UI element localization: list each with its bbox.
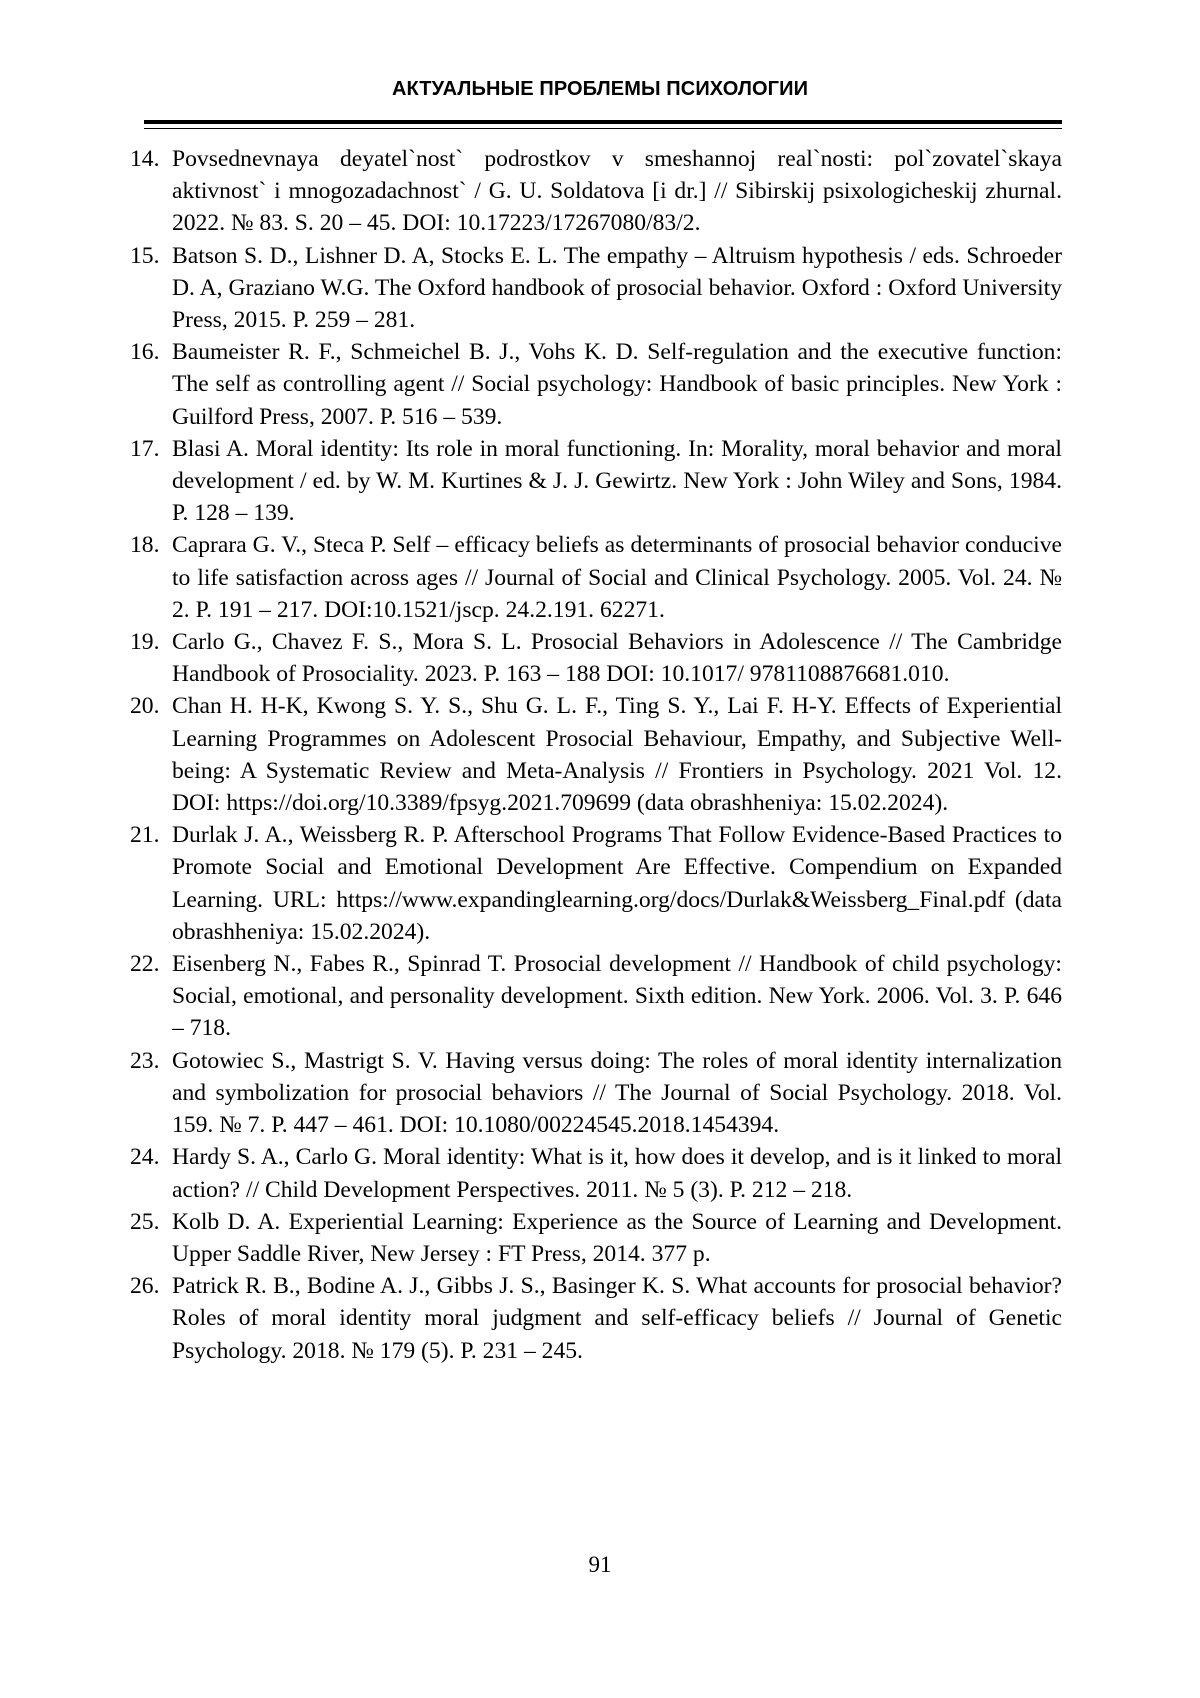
reference-number: 17. bbox=[130, 435, 160, 462]
reference-number: 26. bbox=[130, 1273, 160, 1300]
reference-number: 24. bbox=[130, 1144, 160, 1171]
reference-number: 16. bbox=[130, 339, 160, 366]
reference-text: Eisenberg N., Fabes R., Spinrad T. Prosocial development // Handbook of child psychology: Social, emotional, and personality development. Sixth edition. New York. 2006. Vol. 3. P. 646 – 718. bbox=[172, 951, 1062, 1042]
reference-item bbox=[130, 143, 1062, 240]
running-header: АКТУАЛЬНЫЕ ПРОБЛЕМЫ ПСИХОЛОГИИ bbox=[391, 78, 809, 100]
reference-item bbox=[130, 1045, 1062, 1142]
reference-item bbox=[130, 819, 1062, 948]
reference-text: Hardy S. A., Carlo G. Moral identity: What is it, how does it develop, and is it linked to moral action? // Child Development Perspectives. 2011. № 5 (3). P. 212 – 218. bbox=[172, 1144, 1062, 1203]
reference-text: Chan H. H-K, Kwong S. Y. S., Shu G. L. F., Ting S. Y., Lai F. H-Y. Effects of Experiential Learning Programmes on Adolescent Prosocial Behaviour, Empathy, and Subjective Well-being: A Systematic Review and Meta-Analysis // Frontiers in Psychology. 2021 Vol. 12. DOI: https://doi.org/10.3389/fpsyg.2021.709699 (data obrashheniya: 15.02.2024). bbox=[172, 693, 1062, 817]
page-number: 91 bbox=[588, 1552, 612, 1577]
reference-text: Kolb D. A. Experiential Learning: Experience as the Source of Learning and Development. Upper Saddle River, New Jersey : FT Press, 2014. 377 p. bbox=[172, 1208, 1062, 1267]
reference-text: Patrick R. B., Bodine A. J., Gibbs J. S., Basinger K. S. What accounts for prosocial behavior? Roles of moral identity moral judgment and self-efficacy beliefs // Journal of Genetic Psychology. 2018. № 179 (5). P. 231 – 245. bbox=[172, 1273, 1062, 1364]
reference-text: Batson S. D., Lishner D. A, Stocks E. L. The empathy – Altruism hypothesis / eds. Schroeder D. A, Graziano W.G. The Oxford handbook of prosocial behavior. Oxford : Oxford University Press, 2015. P. 259 – 281. bbox=[172, 242, 1062, 334]
header-rule-thick bbox=[144, 120, 1062, 124]
reference-text: Blasi A. Moral identity: Its role in moral functioning. In: Morality, moral behavior and moral development / ed. by W. M. Kurtines & J. J. Gewirtz. New York : John Wiley and Sons, 1984. P. 128 – 139. bbox=[172, 435, 1062, 527]
reference-text: Carlo G., Chavez F. S., Mora S. L. Prosocial Behaviors in Adolescence // The Cambridge Handbook of Prosociality. 2023. P. 163 – 188 DOI: 10.1017/ 9781108876681.010. bbox=[172, 629, 1062, 688]
reference-number: 21. bbox=[130, 822, 160, 849]
header-rule-thin bbox=[144, 128, 1062, 129]
reference-item bbox=[130, 529, 1062, 626]
reference-item bbox=[130, 1206, 1062, 1270]
reference-item bbox=[130, 336, 1062, 433]
reference-number: 19. bbox=[130, 629, 160, 656]
reference-text: Gotowiec S., Mastrigt S. V. Having versus doing: The roles of moral identity internalization and symbolization for prosocial behaviors // The Journal of Social Psychology. 2018. Vol. 159. № 7. P. 447 – 461. DOI: 10.1080/00224545.2018.1454394. bbox=[172, 1047, 1062, 1139]
reference-number: 25. bbox=[130, 1208, 160, 1235]
reference-item bbox=[130, 690, 1062, 819]
reference-text: Baumeister R. F., Schmeichel B. J., Vohs K. D. Self-regulation and the executive function: The self as controlling agent // Social psychology: Handbook of basic principles. New York : Guilford Press, 2007. P. 516 – 539. bbox=[172, 339, 1062, 430]
reference-item bbox=[130, 626, 1062, 690]
reference-number: 22. bbox=[130, 951, 160, 978]
reference-number: 14. bbox=[130, 146, 160, 172]
reference-number: 18. bbox=[130, 532, 160, 559]
reference-item bbox=[130, 240, 1062, 337]
reference-item bbox=[130, 948, 1062, 1045]
reference-list bbox=[0, 143, 1200, 1367]
reference-number: 15. bbox=[130, 242, 160, 269]
reference-item bbox=[130, 1141, 1062, 1205]
reference-item bbox=[130, 1270, 1062, 1367]
reference-number: 20. bbox=[130, 693, 160, 720]
reference-item bbox=[130, 433, 1062, 530]
reference-text: Caprara G. V., Steca P. Self – efficacy beliefs as determinants of prosocial behavior conducive to life satisfaction across ages // Journal of Social and Clinical Psychology. 2005. Vol. 24. № 2. P. 191 – 217. DOI:10.1521/jscp. 24.2.191. 62271. bbox=[172, 532, 1062, 623]
reference-number: 23. bbox=[130, 1047, 160, 1074]
reference-text: Durlak J. A., Weissberg R. P. Afterschool Programs That Follow Evidence-Based Practices to Promote Social and Emotional Development Are Effective. Compendium on Expanded Learning. URL: https://www.expandinglearning.org/docs/Durlak&Weissberg_Final.pdf (data obrashheniya: 15.02.2024). bbox=[172, 822, 1062, 945]
reference-text: Povsednevnaya deyatel`nost` podrostkov v smeshannoj real`nosti: pol`zovatel`skaya aktivnost` i mnogozadachnost` / G. U. Soldatova [i dr.] // Sibirskij psixologicheskij zhurnal. 2022. № 83. S. 20 – 45. DOI: 10.17223/17267080/83/2. bbox=[172, 146, 1062, 237]
